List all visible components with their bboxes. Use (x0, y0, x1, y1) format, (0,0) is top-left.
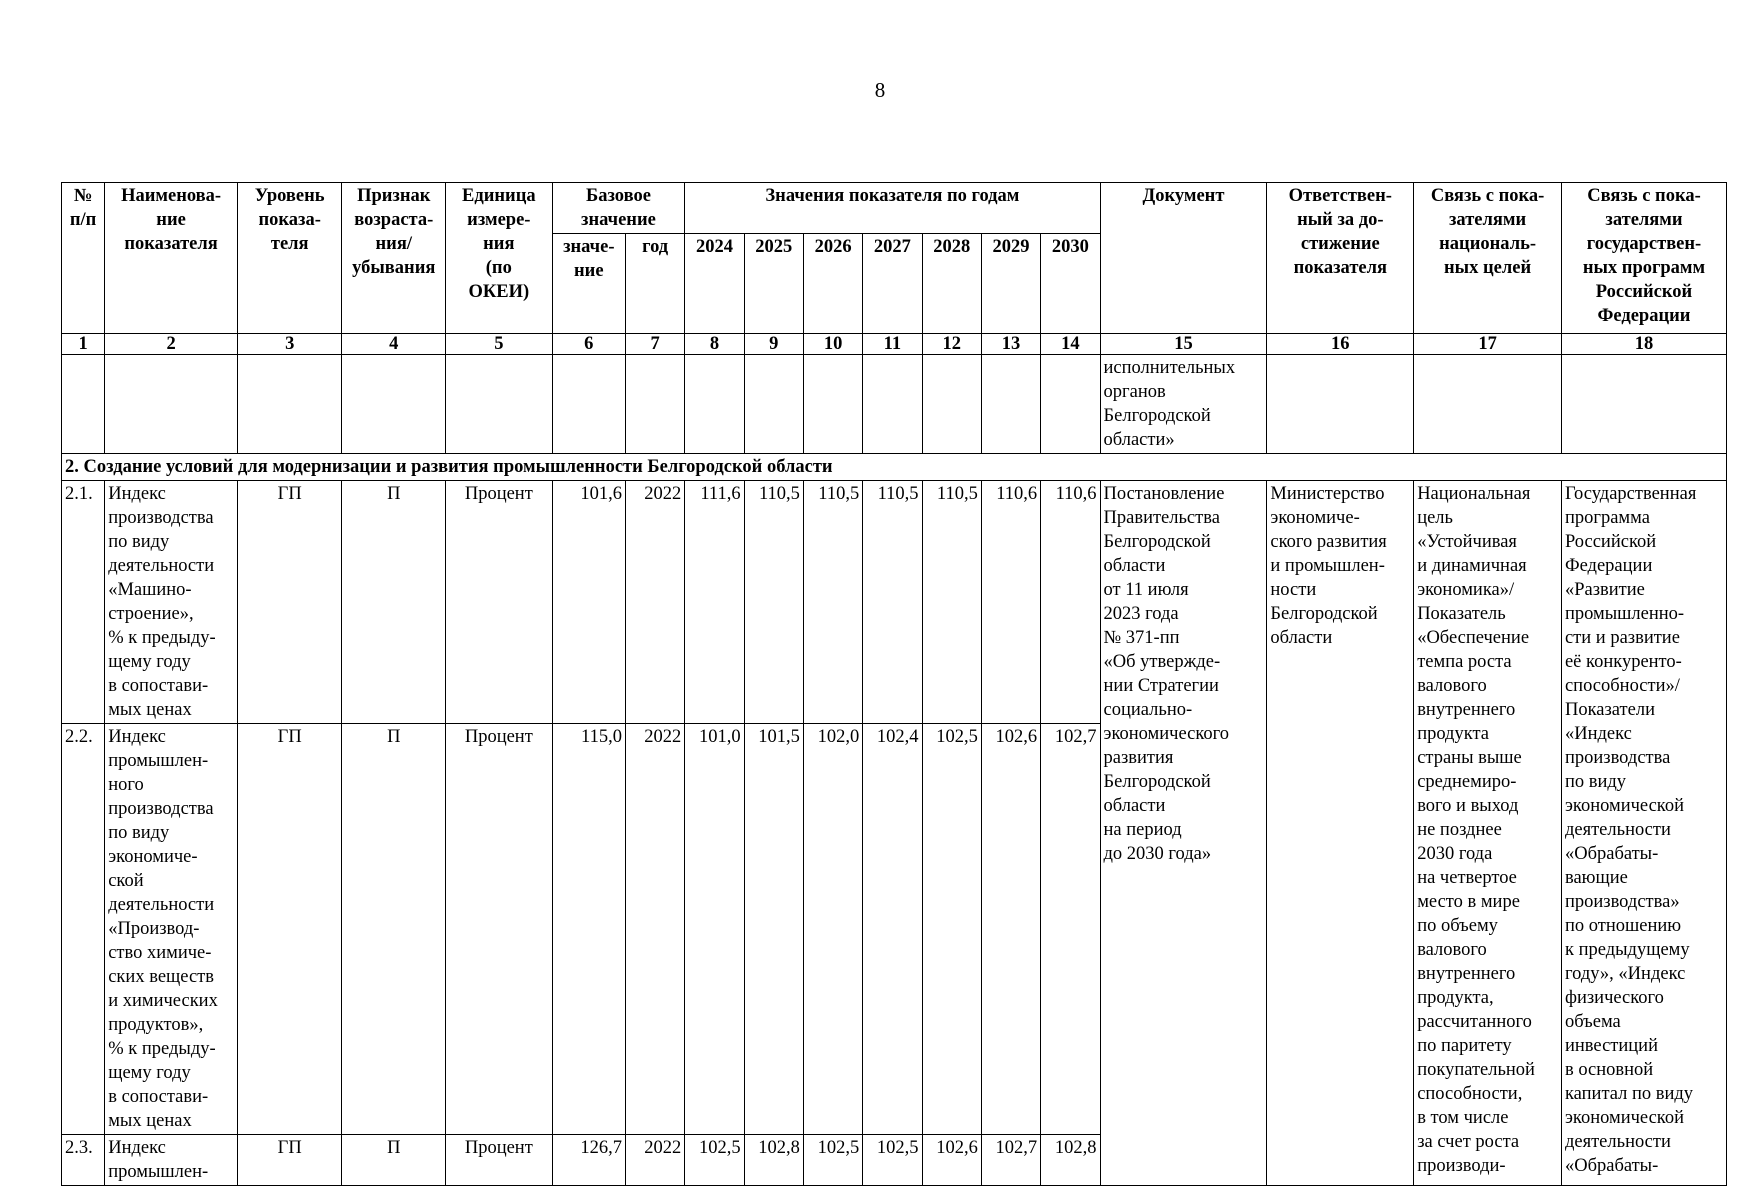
column-number: 3 (237, 334, 342, 355)
value-2025: 102,8 (744, 1135, 803, 1186)
value-2027: 102,5 (863, 1135, 922, 1186)
header-year-2026: 2026 (803, 234, 862, 334)
value-2026: 102,5 (803, 1135, 862, 1186)
continuation-document: исполнительных органов Белгородской области» (1100, 355, 1267, 454)
column-number: 7 (625, 334, 684, 355)
column-number: 9 (744, 334, 803, 355)
base-value: 126,7 (552, 1135, 625, 1186)
header-sign: Признак возраста- ния/ убывания (342, 183, 446, 334)
header-year-2028: 2028 (922, 234, 981, 334)
header-base: Базовое значение (552, 183, 685, 234)
indicators-table (61, 182, 1727, 1186)
row-number: 2.1. (62, 481, 105, 724)
column-number: 12 (922, 334, 981, 355)
header-year-2029: 2029 (981, 234, 1040, 334)
value-2028: 102,5 (922, 724, 981, 1135)
base-year: 2022 (625, 481, 684, 724)
header-base-value: значе- ние (552, 234, 625, 334)
indicator-name: Индекс промышлен- (105, 1135, 238, 1186)
value-2028: 110,5 (922, 481, 981, 724)
value-2026: 110,5 (803, 481, 862, 724)
value-2025: 110,5 (744, 481, 803, 724)
base-year: 2022 (625, 724, 684, 1135)
header-state-programs: Связь с пока- зателями государствен- ных программ Российской Федерации (1561, 183, 1726, 334)
value-2029: 102,6 (981, 724, 1040, 1135)
value-2026: 102,0 (803, 724, 862, 1135)
column-number: 18 (1561, 334, 1726, 355)
header-responsible: Ответствен- ный за до- стижение показателя (1267, 183, 1414, 334)
indicator-name: Индекс промышлен- ного производства по виду экономиче- ской деятельности «Производ- ство химиче- ских веществ и химических продуктов», % к предыду- щему году в сопостави- мых ценах (105, 724, 238, 1135)
value-2028: 102,6 (922, 1135, 981, 1186)
indicator-level: ГП (237, 724, 342, 1135)
document-cell: Постановление Правительства Белгородской области от 11 июля 2023 года № 371-пп «Об утвержде- нии Стратегии социально- экономического развития Белгородской области на период до 2030 года» (1100, 481, 1267, 1186)
value-2029: 110,6 (981, 481, 1040, 724)
header-name: Наименова- ние показателя (105, 183, 238, 334)
column-number: 8 (685, 334, 744, 355)
column-number: 5 (446, 334, 553, 355)
header-year-2025: 2025 (744, 234, 803, 334)
state-programs-cell: Государственная программа Российской Федерации «Развитие промышленно- сти и развитие её конкуренто- способности»/ Показатели «Индекс производства по виду экономической деятельности «Обрабаты- вающие производства» по отношению к предыдущему году», «Индекс физического объема инвестиций в основной капитал по виду экономической деятельности «Обрабаты- (1561, 481, 1726, 1186)
value-2030: 102,7 (1041, 724, 1100, 1135)
header-years-group: Значения показателя по годам (685, 183, 1100, 234)
national-goals-cell: Национальная цель «Устойчивая и динамичная экономика»/ Показатель «Обеспечение темпа роста валового внутреннего продукта страны выше среднемиро- вого и выход не позднее 2030 года на четвертое место в мире по объему валового внутреннего продукта, рассчитанного по паритету покупательной способности, в том числе за счет роста производи- (1414, 481, 1562, 1186)
table-row (62, 481, 1727, 724)
header-document: Документ (1100, 183, 1267, 334)
column-number: 6 (552, 334, 625, 355)
indicator-level: ГП (237, 1135, 342, 1186)
column-number: 17 (1414, 334, 1562, 355)
header-year-2027: 2027 (863, 234, 922, 334)
table-header (62, 183, 1727, 355)
page-number: 8 (874, 78, 886, 102)
column-number: 15 (1100, 334, 1267, 355)
row-number: 2.2. (62, 724, 105, 1135)
row-number: 2.3. (62, 1135, 105, 1186)
value-2025: 101,5 (744, 724, 803, 1135)
header-level: Уровень показа- теля (237, 183, 342, 334)
header-year-2030: 2030 (1041, 234, 1100, 334)
indicator-sign: П (342, 481, 446, 724)
header-year-2024: 2024 (685, 234, 744, 334)
header-unit: Единица измере- ния (по ОКЕИ) (446, 183, 553, 334)
indicator-level: ГП (237, 481, 342, 724)
column-number: 16 (1267, 334, 1414, 355)
value-2030: 102,8 (1041, 1135, 1100, 1186)
indicator-sign: П (342, 1135, 446, 1186)
value-2024: 111,6 (685, 481, 744, 724)
value-2027: 110,5 (863, 481, 922, 724)
indicator-name: Индекс производства по виду деятельности «Машино- строение», % к предыду- щему году в сопостави- мых ценах (105, 481, 238, 724)
base-value: 101,6 (552, 481, 625, 724)
indicator-unit: Процент (446, 481, 553, 724)
section-title: 2. Создание условий для модернизации и развития промышленности Белгородской области (62, 454, 1727, 481)
column-number: 1 (62, 334, 105, 355)
continuation-row (62, 355, 1727, 454)
value-2027: 102,4 (863, 724, 922, 1135)
indicator-unit: Процент (446, 1135, 553, 1186)
column-number: 4 (342, 334, 446, 355)
section-row (62, 454, 1727, 481)
column-numbers-row (62, 334, 1727, 355)
header-num: № п/п (62, 183, 105, 334)
column-number: 2 (105, 334, 238, 355)
column-number: 11 (863, 334, 922, 355)
indicator-unit: Процент (446, 724, 553, 1135)
header-national-goals: Связь с пока- зателями националь- ных целей (1414, 183, 1562, 334)
header-base-year: год (625, 234, 684, 334)
value-2030: 110,6 (1041, 481, 1100, 724)
value-2024: 101,0 (685, 724, 744, 1135)
indicator-sign: П (342, 724, 446, 1135)
responsible-cell: Министерство экономиче- ского развития и промышлен- ности Белгородской области (1267, 481, 1414, 1186)
column-number: 14 (1041, 334, 1100, 355)
value-2029: 102,7 (981, 1135, 1040, 1186)
column-number: 13 (981, 334, 1040, 355)
value-2024: 102,5 (685, 1135, 744, 1186)
base-year: 2022 (625, 1135, 684, 1186)
base-value: 115,0 (552, 724, 625, 1135)
column-number: 10 (803, 334, 862, 355)
